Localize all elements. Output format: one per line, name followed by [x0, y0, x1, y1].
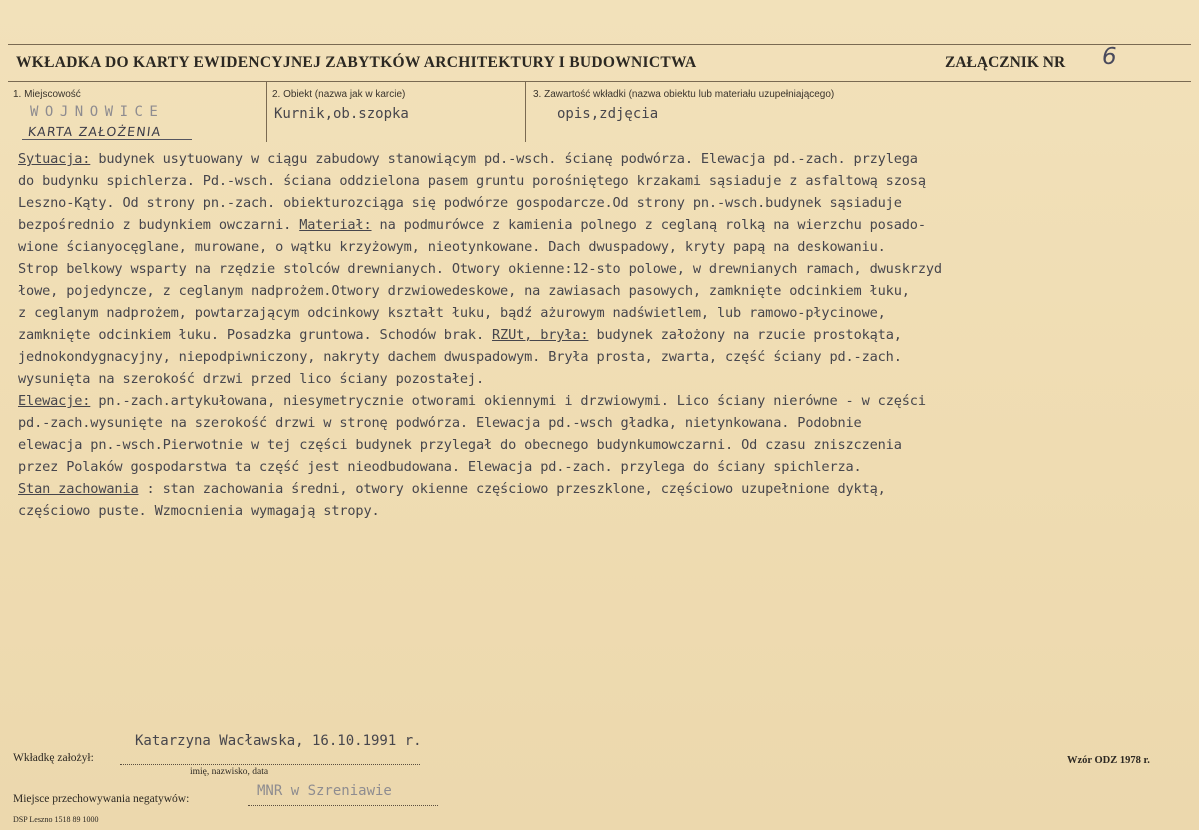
description-fragment: wysunięta na szerokość drzwi przed lico ściany pozostałej. [18, 371, 484, 387]
description-text [18, 148, 1188, 522]
description-line [18, 302, 1188, 324]
description-line [18, 456, 1188, 478]
description-line [18, 500, 1188, 522]
description-fragment: : stan zachowania średni, otwory okienne częściowo przeszklone, częściowo uzupełnione dyktą, [138, 481, 886, 497]
section-heading: Materiał: [299, 217, 372, 233]
author-label: Wkładkę założył: [13, 752, 94, 764]
description-fragment: zamknięte odcinkiem łuku. Posadzka gruntowa. Schodów brak. [18, 327, 493, 343]
description-fragment: elewacja pn.-wsch.Pierwotnie w tej części budynek przylegał do obecnego budynkumowczarni. Od czasu zniszczenia [18, 437, 902, 453]
author-dotted-line [120, 764, 420, 765]
description-line [18, 390, 1188, 412]
attachment-label: ZAŁĄCZNIK NR [945, 54, 1066, 71]
description-line [18, 236, 1188, 258]
description-line [18, 368, 1188, 390]
description-line [18, 324, 1188, 346]
handwritten-underline [22, 139, 192, 140]
description-line [18, 346, 1188, 368]
description-line [18, 258, 1188, 280]
card-title: WKŁADKA DO KARTY EWIDENCYJNEJ ZABYTKÓW ARCHITEKTURY I BUDOWNICTWA [16, 54, 697, 71]
field-divider-2 [525, 82, 526, 142]
description-fragment: przez Polaków gospodarstwa ta część jest nieodbudowana. Elewacja pd.-zach. przylega do ściany spichlerza. [18, 459, 862, 475]
location-label: 1. Miejscowość [13, 89, 81, 100]
fields-top-rule [8, 81, 1191, 82]
storage-dotted-line [248, 805, 438, 806]
object-label: 2. Obiekt (nazwa jak w karcie) [272, 89, 406, 100]
description-line [18, 148, 1188, 170]
description-line [18, 192, 1188, 214]
description-fragment: wione ścianyocęglane, murowane, o wątku krzyżowym, nieotynkowane. Dach dwuspadowy, kryty papą na deskowaniu. [18, 239, 886, 255]
description-line [18, 170, 1188, 192]
section-heading: Sytuacja: [18, 151, 91, 167]
object-value: Kurnik,ob.szopka [274, 106, 409, 122]
description-fragment: częściowo puste. Wzmocnienia wymagają stropy. [18, 503, 380, 519]
contents-label: 3. Zawartość wkładki (nazwa obiektu lub materiału uzupełniającego) [533, 89, 835, 100]
description-fragment: łowe, pojedyncze, z ceglanym nadprożem.Otwory drzwiowedeskowe, na zawiasach pasowych, zamknięte odcinkiem łuku, [18, 283, 910, 299]
description-line [18, 214, 1188, 236]
section-heading: Stan zachowania [18, 481, 139, 497]
description-fragment: z ceglanym nadprożem, powtarzającym odcinkowy kształt łuku, bądź ażurowym nadświetlem, lub ramowo-płycinowe, [18, 305, 886, 321]
author-value: Katarzyna Wacławska, 16.10.1991 r. [135, 733, 422, 749]
description-fragment: pn.-zach.artykułowana, niesymetrycznie otworami okiennymi i drzwiowymi. Lico ściany nierówne - w części [90, 393, 926, 409]
location-value: WOJNOWICE [30, 104, 165, 120]
description-line [18, 434, 1188, 456]
description-fragment: Leszno-Kąty. Od strony pn.-zach. obiekturozciąga się podwórze gospodarcze.Od strony pn.-wsch.budynek sąsiaduje [18, 195, 902, 211]
field-divider-1 [266, 82, 267, 142]
description-fragment: na podmurówce z kamienia polnego z ceglaną rolką na wierzchu posado- [371, 217, 926, 233]
description-line [18, 478, 1188, 500]
author-caption: imię, nazwisko, data [190, 767, 269, 777]
description-fragment: pd.-zach.wysunięte na szerokość drzwi w stronę podwórza. Elewacja pd.-wsch gładka, nietynkowana. Podobnie [18, 415, 862, 431]
storage-value: MNR w Szreniawie [257, 783, 392, 799]
description-fragment: jednokondygnacyjny, niepodpiwniczony, nakryty dachem dwuspadowym. Bryła prosta, zwarta, część ściany pd.-zach. [18, 349, 902, 365]
storage-label: Miejsce przechowywania negatywów: [13, 793, 190, 805]
description-line [18, 280, 1188, 302]
description-fragment: budynek założony na rzucie prostokąta, [588, 327, 902, 343]
description-fragment: Strop belkowy wsparty na rzędzie stolców drewnianych. Otwory okienne:12-sto polowe, w drewnianych ramach, dwuskrzyd [18, 261, 942, 277]
description-fragment: do budynku spichlerza. Pd.-wsch. ściana oddzielona pasem gruntu porośniętego krzakami sąsiaduje z asfaltową szosą [18, 173, 926, 189]
location-handwritten-note: KARTA ZAŁOŻENIA [27, 124, 163, 139]
template-note: Wzór ODZ 1978 r. [1067, 755, 1150, 766]
description-fragment: budynek usytuowany w ciągu zabudowy stanowiącym pd.-wsch. ścianę podwórza. Elewacja pd.-zach. przylega [90, 151, 918, 167]
attachment-number: 6 [1102, 44, 1117, 70]
description-fragment: bezpośrednio z budynkiem owczarni. [18, 217, 300, 233]
contents-value: opis,zdjęcia [557, 106, 659, 122]
section-heading: Elewacje: [18, 393, 91, 409]
section-heading: RZUt, bryła: [492, 327, 589, 343]
print-note: DSP Leszno 1518 89 1000 [13, 815, 99, 824]
description-line [18, 412, 1188, 434]
header-top-rule [8, 44, 1191, 45]
